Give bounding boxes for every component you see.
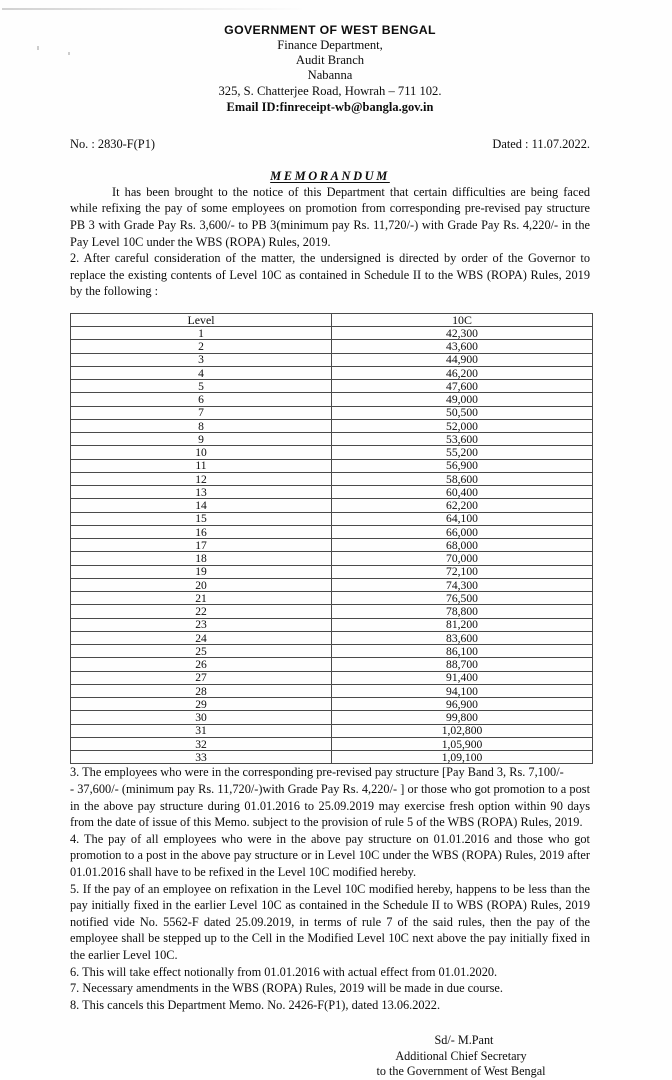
cell-pay: 66,000 (332, 525, 593, 538)
cell-pay: 1,05,900 (332, 737, 593, 750)
cell-pay: 70,000 (332, 552, 593, 565)
cell-pay: 62,200 (332, 499, 593, 512)
table-row (71, 671, 593, 684)
cell-level: 13 (71, 486, 332, 499)
table-row (71, 578, 593, 591)
cell-pay: 68,000 (332, 539, 593, 552)
cell-level: 25 (71, 645, 332, 658)
cell-level: 8 (71, 419, 332, 432)
cell-pay: 43,600 (332, 340, 593, 353)
cell-pay: 60,400 (332, 486, 593, 499)
table-row (71, 353, 593, 366)
table-row (71, 472, 593, 485)
paragraph-2: 2. After careful consideration of the matter, the undersigned is directed by order of the Governor to replace the existing contents of Level 10C as contained in Schedule II to the WBS (ROPA) Rules, 2019 by the following : (70, 251, 590, 299)
cell-pay: 49,000 (332, 393, 593, 406)
table-row (71, 592, 593, 605)
table-row (71, 327, 593, 340)
cell-pay: 1,02,800 (332, 724, 593, 737)
paragraph-5: 5. If the pay of an employee on refixation in the Level 10C modified hereby, happens to be less than the pay initially fixed in the earlier Level 10C as contained in the Schedule II to WBS (ROPA) Rules, 2019 notified vide No. 5562-F dated 25.09.2019, in terms of rule 7 of the said rules, then the pay of the employee shall be stepped up to the Cell in the Modified Level 10C next above the pay initially fixed in the earlier Level 10C. (70, 881, 590, 962)
cell-level: 7 (71, 406, 332, 419)
cell-pay: 78,800 (332, 605, 593, 618)
table-header-row (71, 313, 593, 326)
table-row (71, 366, 593, 379)
cell-pay: 94,100 (332, 684, 593, 697)
memo-number: No. : 2830-F(P1) (70, 136, 156, 151)
table-row (71, 711, 593, 724)
table-row (71, 459, 593, 472)
paragraph-3-rest: - 37,600/- (minimum pay Rs. 11,720/-)with Grade Pay Rs. 4,220/- ] or those who got promotion to a post in the above pay structure during 01.01.2016 to 25.09.2019 may exercise fresh option within 90 days from the date of issue of this Memo. subject to the provision of rule 5 of the WBS (ROPA) Rules, 2019. (70, 782, 590, 830)
pay-level-table (70, 313, 593, 765)
cell-level: 9 (71, 433, 332, 446)
cell-pay: 96,900 (332, 698, 593, 711)
table-row (71, 419, 593, 432)
table-row (71, 698, 593, 711)
pay-table-body (71, 313, 593, 764)
cell-level: 16 (71, 525, 332, 538)
scan-speck (37, 46, 39, 50)
letterhead-branch: Audit Branch (295, 53, 365, 68)
cell-level: 26 (71, 658, 332, 671)
cell-level: 19 (71, 565, 332, 578)
cell-level: 2 (71, 340, 332, 353)
cell-pay: 88,700 (332, 658, 593, 671)
paragraph-8: 8. This cancels this Department Memo. No. 2426-F(P1), dated 13.06.2022. (70, 997, 441, 1012)
cell-level: 31 (71, 724, 332, 737)
table-row (71, 751, 593, 764)
letterhead (70, 22, 590, 116)
signature-block (70, 1033, 590, 1079)
cell-level: 29 (71, 698, 332, 711)
signature-to: to the Government of West Bengal (376, 1064, 546, 1079)
cell-level: 4 (71, 366, 332, 379)
memo-date: Dated : 11.07.2022. (492, 136, 590, 151)
table-row (71, 512, 593, 525)
cell-pay: 50,500 (332, 406, 593, 419)
table-row (71, 433, 593, 446)
table-row (71, 486, 593, 499)
letterhead-department: Finance Department, (277, 38, 383, 52)
cell-pay: 52,000 (332, 419, 593, 432)
table-row (71, 724, 593, 737)
cell-level: 33 (71, 751, 332, 764)
table-row (71, 684, 593, 697)
cell-level: 6 (71, 393, 332, 406)
table-row (71, 499, 593, 512)
memorandum-title: MEMORANDUM (270, 168, 390, 183)
table-row (71, 380, 593, 393)
table-row (71, 406, 593, 419)
table-row (71, 539, 593, 552)
cell-pay: 53,600 (332, 433, 593, 446)
cell-level: 14 (71, 499, 332, 512)
paragraph-6: 6. This will take effect notionally from 01.01.2016 with actual effect from 01.01.2020. (70, 964, 498, 979)
cell-level: 21 (71, 592, 332, 605)
cell-level: 17 (71, 539, 332, 552)
column-header-level: Level (71, 313, 332, 326)
cell-level: 20 (71, 578, 332, 591)
signature-designation: Additional Chief Secretary (395, 1048, 527, 1063)
cell-level: 27 (71, 671, 332, 684)
cell-pay: 83,600 (332, 631, 593, 644)
table-row (71, 565, 593, 578)
column-header-10c: 10C (332, 313, 593, 326)
paragraph-3-line1: 3. The employees who were in the corresponding pre-revised pay structure [Pay Band 3, Rs. 7,100/- (70, 765, 564, 780)
cell-level: 32 (71, 737, 332, 750)
cell-level: 23 (71, 618, 332, 631)
cell-pay: 56,900 (332, 459, 593, 472)
paragraph-7: 7. Necessary amendments in the WBS (ROPA) Rules, 2019 will be made in due course. (70, 981, 503, 996)
table-row (71, 618, 593, 631)
letterhead-address: 325, S. Chatterjee Road, Howrah – 711 102. (218, 83, 442, 98)
cell-level: 18 (71, 552, 332, 565)
cell-pay: 76,500 (332, 592, 593, 605)
cell-pay: 64,100 (332, 512, 593, 525)
cell-pay: 58,600 (332, 472, 593, 485)
scan-edge-artifact (2, 8, 302, 10)
table-row (71, 605, 593, 618)
cell-pay: 86,100 (332, 645, 593, 658)
cell-level: 1 (71, 327, 332, 340)
cell-level: 30 (71, 711, 332, 724)
document-content (70, 22, 590, 1080)
cell-pay: 99,800 (332, 711, 593, 724)
cell-level: 22 (71, 605, 332, 618)
cell-level: 5 (71, 380, 332, 393)
paragraph-4: 4. The pay of all employees who were in the above pay structure on 01.01.2016 and those who got promotion to a post in the above pay structure or in Level 10C under the WBS (ROPA) Rules, 2019 after 01.01.2016 shall have to be refixed in the Level 10C modified hereby. (70, 831, 590, 880)
table-row (71, 446, 593, 459)
cell-pay: 42,300 (332, 327, 593, 340)
letterhead-email: Email ID:finreceipt-wb@bangla.gov.in (226, 99, 434, 114)
table-row (71, 393, 593, 406)
cell-level: 11 (71, 459, 332, 472)
paragraph-intro: It has been brought to the notice of this Department that certain difficulties are being faced while refixing the pay of some employees on promotion from corresponding pre-revised pay structure PB 3 with Grade Pay Rs. 3,600/- to PB 3(minimum pay Rs. 11,720/-) with Grade Pay Rs. 4,220/- in the Pay Level 10C under the WBS (ROPA) Rules, 2019. (70, 184, 590, 249)
cell-pay: 1,09,100 (332, 751, 593, 764)
letterhead-government: GOVERNMENT OF WEST BENGAL (224, 23, 436, 37)
cell-level: 3 (71, 353, 332, 366)
cell-level: 12 (71, 472, 332, 485)
cell-level: 10 (71, 446, 332, 459)
cell-pay: 47,600 (332, 380, 593, 393)
letterhead-building: Nabanna (307, 68, 353, 83)
cell-pay: 91,400 (332, 671, 593, 684)
table-row (71, 658, 593, 671)
signature-signed: Sd/- M.Pant (434, 1033, 494, 1048)
table-row (71, 631, 593, 644)
cell-pay: 74,300 (332, 578, 593, 591)
table-row (71, 645, 593, 658)
table-row (71, 525, 593, 538)
table-row (71, 737, 593, 750)
cell-pay: 55,200 (332, 446, 593, 459)
cell-level: 24 (71, 631, 332, 644)
reference-line (70, 137, 590, 152)
cell-pay: 72,100 (332, 565, 593, 578)
cell-level: 28 (71, 684, 332, 697)
cell-level: 15 (71, 512, 332, 525)
table-row (71, 552, 593, 565)
table-row (71, 340, 593, 353)
cell-pay: 44,900 (332, 353, 593, 366)
cell-pay: 81,200 (332, 618, 593, 631)
cell-pay: 46,200 (332, 366, 593, 379)
